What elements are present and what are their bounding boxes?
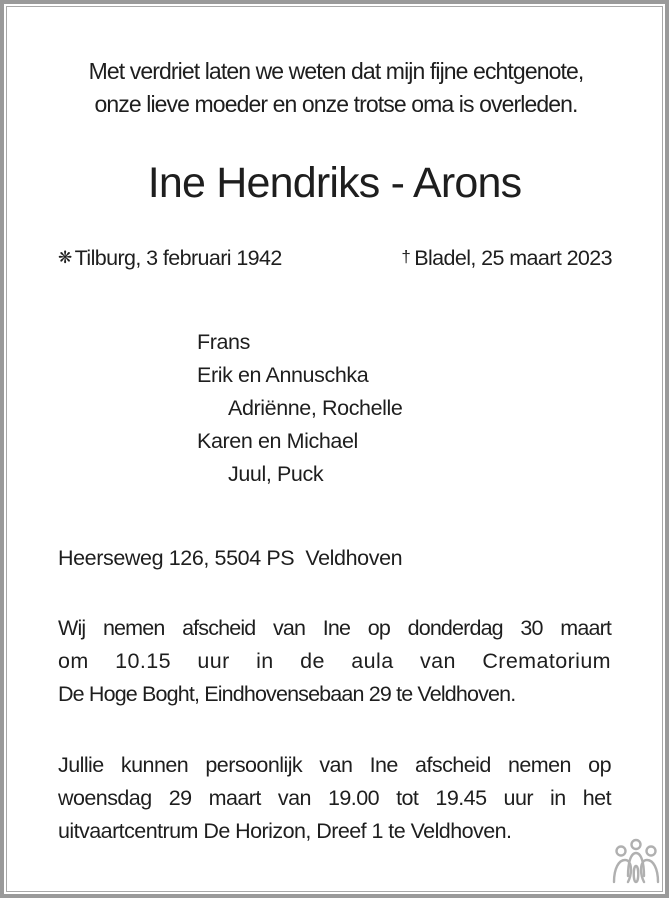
birth-date-text: Tilburg, 3 februari 1942 xyxy=(74,246,282,270)
people-group-icon xyxy=(611,838,661,884)
life-dates xyxy=(58,243,614,273)
visitation-line: uitvaartcentrum De Horizon, Dreef 1 te Veldhoven. xyxy=(58,819,512,843)
family-member: Karen en Michael xyxy=(197,429,358,453)
death-date-text: Bladel, 25 maart 2023 xyxy=(414,246,612,270)
birth-star-icon: ❋ xyxy=(58,248,72,267)
visitation-line: Jullie kunnen persoonlijk van Ine afscheid nemen op xyxy=(58,753,611,777)
family-member: Erik en Annuschka xyxy=(197,363,369,387)
farewell-paragraph xyxy=(58,612,611,711)
family-grandchildren: Juul, Puck xyxy=(228,462,324,486)
farewell-line: om 10.15 uur in de aula van Crematorium xyxy=(58,649,611,673)
home-address: Heerseweg 126, 5504 PS Veldhoven xyxy=(58,546,403,570)
intro-line: onze lieve moeder en onze trotse oma is overleden. xyxy=(94,91,578,117)
visitation-paragraph xyxy=(58,749,611,848)
death-date xyxy=(401,243,612,275)
visitation-line: woensdag 29 maart van 19.00 tot 19.45 uur in het xyxy=(58,786,611,810)
birth-date xyxy=(58,243,282,275)
family-member: Frans xyxy=(197,330,250,354)
deceased-name: Ine Hendriks - Arons xyxy=(147,159,522,207)
farewell-line: De Hoge Boght, Eindhovensebaan 29 te Veldhoven. xyxy=(58,682,516,706)
intro-line: Met verdriet laten we weten dat mijn fijne echtgenote, xyxy=(88,58,584,84)
family-grandchildren: Adriënne, Rochelle xyxy=(228,396,403,420)
death-cross-icon: † xyxy=(401,247,411,266)
intro-text xyxy=(58,55,614,121)
farewell-line: Wij nemen afscheid van Ine op donderdag 30 maart xyxy=(58,616,611,640)
family-list xyxy=(197,326,402,491)
